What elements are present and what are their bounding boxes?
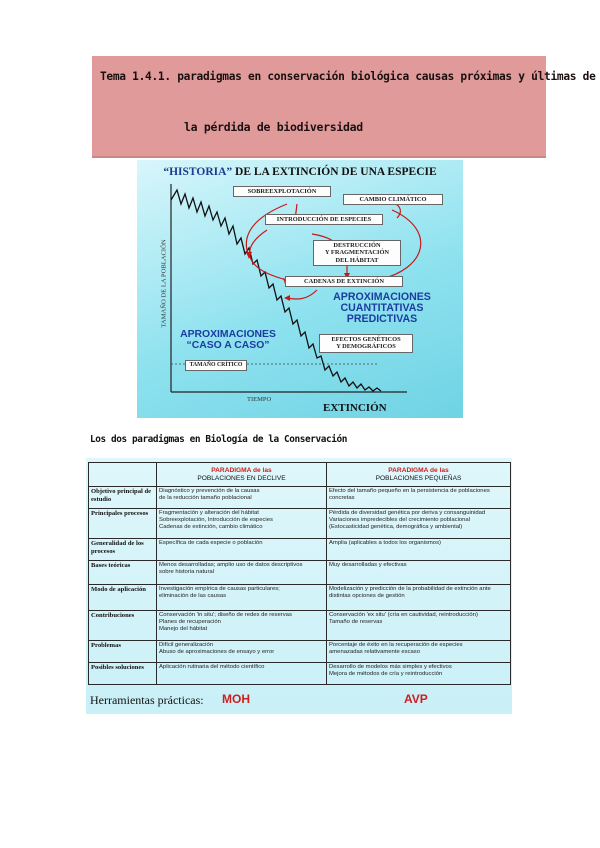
cell-line: Menos desarrolladas; amplio uso de datos descriptivos — [159, 562, 303, 568]
section-subheading: Los dos paradigmas en Biología de la Conservación — [90, 434, 347, 445]
box-efectos-geneticos — [319, 334, 413, 353]
table-row — [89, 487, 511, 509]
case-line-2: “CASO A CASO” — [186, 339, 270, 351]
cell-line: Porcentaje de éxito en la recuperación de especies — [329, 642, 463, 648]
cell-declive — [157, 641, 327, 663]
cell-line: Amplia (aplicables a todos los organismos) — [329, 540, 441, 546]
cell-pequenas — [327, 641, 511, 663]
cell-pequenas — [327, 663, 511, 685]
figure-title — [137, 166, 463, 178]
header-declive-line-1: PARADIGMA de las — [211, 466, 272, 474]
box-tamano-critico: TAMAÑO CRÍTICO — [185, 360, 247, 371]
figure-title-quoted: “HISTORIA” — [163, 166, 233, 178]
cell-pequenas — [327, 585, 511, 611]
cell-line: Desarrollo de modelos más simples y efectivos — [329, 664, 452, 670]
cell-line: distintas opciones de gestión — [329, 593, 405, 600]
row-heading: Objetivo principal de estudio — [89, 487, 157, 509]
cell-declive — [157, 611, 327, 641]
table-row — [89, 561, 511, 585]
cell-declive — [157, 561, 327, 585]
box-cadenas-extincion: CADENAS DE EXTINCIÓN — [285, 276, 403, 287]
cell-line: Modelización y predicción de la probabilidad de extinción ante — [329, 586, 491, 592]
case-line-1: APROXIMACIONES — [180, 329, 276, 340]
cell-line: eliminación de las causas — [159, 593, 227, 600]
cell-line: Muy desarrolladas y efectivas — [329, 562, 407, 568]
cell-line: Tamaño de reservas — [329, 619, 383, 626]
box-destruccion-line-1: DESTRUCCIÓN — [333, 242, 381, 249]
cell-line: sobre historia natural — [159, 569, 215, 576]
cell-declive — [157, 487, 327, 509]
row-heading: Contribuciones — [89, 611, 157, 641]
quantitative-line-1: APROXIMACIONES — [333, 291, 431, 303]
cell-line: Diagnóstico y prevención de la causas — [159, 488, 260, 494]
box-sobreexplotacion: SOBREEXPLOTACIÓN — [233, 186, 331, 197]
case-by-case-label — [169, 330, 287, 352]
title-line-1: Tema 1.4.1. paradigmas en conservación biológica causas próximas y últimas de — [100, 70, 596, 83]
box-cambio-climatico: CAMBIO CLIMÁTICO — [343, 194, 443, 205]
row-heading: Problemas — [89, 641, 157, 663]
paradigms-table-panel — [86, 458, 512, 714]
cell-line: (Estocasticidad genética, demográfica y ambiental) — [329, 524, 463, 531]
cell-declive — [157, 663, 327, 685]
cell-line: Variaciones impredecibles del crecimiento poblacional — [329, 517, 471, 524]
quantitative-approaches-label — [311, 292, 453, 325]
box-introduccion-especies: INTRODUCCIÓN DE ESPECIES — [265, 214, 383, 225]
quantitative-line-2: CUANTITATIVAS — [340, 302, 424, 315]
cell-line: Cadenas de extinción, cambio climático — [159, 524, 263, 531]
practical-tools-row — [90, 690, 510, 710]
row-heading: Posibles soluciones — [89, 663, 157, 685]
table-row — [89, 509, 511, 539]
table-header-row — [89, 463, 511, 487]
tools-moh: MOH — [222, 692, 250, 706]
row-heading: Bases teóricas — [89, 561, 157, 585]
table-row — [89, 539, 511, 561]
cell-line: Manejo del hábitat — [159, 626, 208, 633]
cell-line: Pérdida de diversidad genética por deriva y consanguinidad — [329, 510, 486, 516]
row-heading: Principales procesos — [89, 509, 157, 539]
tools-avp: AVP — [404, 692, 428, 706]
cell-pequenas — [327, 509, 511, 539]
cell-line: Difícil generalización — [159, 642, 214, 648]
box-destruccion-line-2: Y FRAGMENTACIÓN — [324, 249, 390, 257]
box-destruccion-habitat — [313, 240, 401, 266]
tools-label: Herramientas prácticas: — [90, 693, 204, 707]
y-axis-label: TAMAÑO DE LA POBLACIÓN — [160, 239, 168, 328]
extinction-history-figure — [137, 160, 463, 418]
header-pequenas-line-1: PARADIGMA de las — [388, 466, 449, 474]
header-pequenas — [327, 463, 511, 487]
row-heading: Generalidad de los procesos — [89, 539, 157, 561]
cell-declive — [157, 539, 327, 561]
table-row — [89, 585, 511, 611]
x-axis-label: TIEMPO — [247, 396, 272, 403]
title-banner — [92, 56, 596, 158]
table-body — [89, 487, 511, 685]
header-declive — [157, 463, 327, 487]
cell-line: Específica de cada especie o población — [159, 540, 263, 546]
box-destruccion-line-3: DEL HÁBITAT — [335, 256, 379, 264]
cell-declive — [157, 509, 327, 539]
table-row — [89, 641, 511, 663]
extinction-label: EXTINCIÓN — [323, 402, 387, 414]
cell-line: Mejora de métodos de cría y reintroducción — [329, 671, 443, 678]
cell-line: Fragmentación y alteración del hábitat — [159, 510, 259, 516]
cell-line: concretas — [329, 495, 355, 502]
cell-line: Efecto del tamaño pequeño en la persistencia de poblaciones — [329, 488, 490, 494]
cell-line: amenazadas relativamente escaso — [329, 649, 421, 656]
cell-line: de la reducción tamaño poblacional — [159, 495, 252, 502]
cell-pequenas — [327, 611, 511, 641]
row-heading: Modo de aplicación — [89, 585, 157, 611]
figure-title-rest: DE LA EXTINCIÓN DE UNA ESPECIE — [232, 166, 437, 178]
title-line-2: la pérdida de biodiversidad — [184, 120, 363, 134]
paradigms-table — [88, 462, 511, 685]
header-declive-line-2: POBLACIONES EN DECLIVE — [197, 474, 286, 482]
cell-pequenas — [327, 487, 511, 509]
header-empty — [89, 463, 157, 487]
table-row — [89, 663, 511, 685]
cell-line: Investigación empírica de causas particulares; — [159, 586, 280, 592]
cell-line: Conservación 'in situ'; diseño de redes de reservas — [159, 612, 292, 618]
cell-declive — [157, 585, 327, 611]
cell-line: Sobreexplotación, Introducción de especies — [159, 517, 273, 524]
box-efectos-line-1: EFECTOS GENÉTICOS — [331, 336, 401, 343]
table-row — [89, 611, 511, 641]
box-efectos-line-2: Y DEMOGRÁFICOS — [336, 343, 396, 351]
cell-line: Planes de recuperación — [159, 619, 221, 626]
header-pequenas-line-2: POBLACIONES PEQUEÑAS — [375, 474, 462, 482]
cell-line: Aplicación rutinaria del método científico — [159, 664, 265, 670]
quantitative-line-3: PREDICTIVAS — [346, 313, 418, 326]
cell-line: Abuso de aproximaciones de ensayo y error — [159, 649, 275, 656]
cell-pequenas — [327, 539, 511, 561]
cell-line: Conservación 'ex situ' (cría en cautividad, reintroducción) — [329, 612, 478, 618]
cell-pequenas — [327, 561, 511, 585]
